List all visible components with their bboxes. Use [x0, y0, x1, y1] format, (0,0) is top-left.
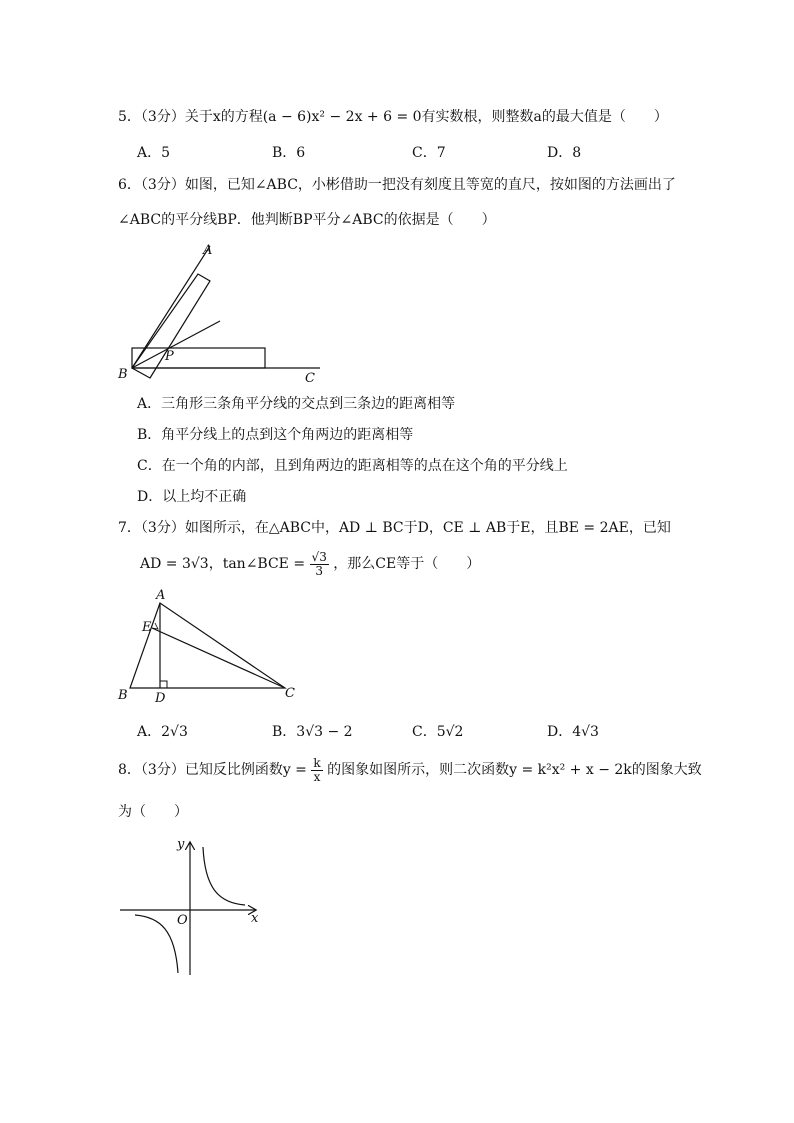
- q7-right-angle-d: [160, 681, 167, 688]
- q5-option-c[interactable]: C．7: [412, 145, 446, 161]
- q5-option-d[interactable]: D．8: [547, 145, 582, 161]
- q7-option-b[interactable]: B．3√3 − 2: [272, 724, 353, 740]
- q7-triangle-abc: [130, 603, 285, 688]
- q6-option-d[interactable]: D．以上均不正确: [137, 489, 247, 505]
- q7-fraction-numerator: √3: [311, 549, 327, 564]
- q8-fraction-numerator: k: [313, 755, 321, 770]
- q8-label-x: x: [251, 911, 259, 926]
- q7-stem-line1: 7．（3分）如图所示，在△ABC中，AD ⊥ BC于D，CE ⊥ AB于E，且BE = 2AE，已知: [118, 520, 671, 536]
- q8-stem-line2: 为（ ）: [118, 804, 188, 820]
- q7-label-e: E: [142, 620, 152, 635]
- q8-stem-tail: 的图象如图所示，则二次函数y = k²x² + x − 2k的图象大致: [327, 762, 702, 778]
- q6-bisector-bp: [132, 321, 220, 368]
- q6-stem-line2: ∠ABC的平分线BP．他判断BP平分∠ABC的依据是（ ）: [118, 212, 496, 228]
- q8-hyperbola-branch-3: [135, 915, 178, 973]
- q7-fraction: [310, 551, 329, 578]
- q6-label-p: P: [165, 349, 174, 364]
- q8-hyperbola-branch-1: [203, 847, 245, 905]
- q6-label-b: B: [118, 367, 128, 382]
- q8-fraction-denominator: x: [313, 769, 321, 784]
- q7-segment-ce: [152, 628, 285, 688]
- q7-given-values: AD = 3√3，tan∠BCE =: [140, 556, 306, 572]
- q6-option-c[interactable]: C．在一个角的内部，且到角两边的距离相等的点在这个角的平分线上: [137, 458, 568, 474]
- q8-label-y: y: [177, 837, 185, 852]
- q7-stem-line2: [140, 549, 480, 579]
- q8-hyperbola-figure: [115, 835, 275, 980]
- q6-label-c: C: [305, 371, 315, 386]
- q8-stem-start: 8．（3分）已知反比例函数y =: [118, 762, 307, 778]
- q8-fraction: [311, 757, 322, 784]
- q7-option-d[interactable]: D．4√3: [547, 724, 599, 740]
- q6-option-a[interactable]: A．三角形三条角平分线的交点到三条边的距离相等: [137, 396, 456, 412]
- q6-option-b[interactable]: B．角平分线上的点到这个角两边的距离相等: [137, 427, 414, 443]
- q7-label-d: D: [155, 691, 166, 706]
- q8-stem-line1: [118, 755, 702, 785]
- q7-question-tail: ，那么CE等于（ ）: [333, 556, 481, 572]
- q7-label-a: A: [156, 588, 166, 603]
- q7-option-a[interactable]: A．2√3: [137, 724, 188, 740]
- q7-label-b: B: [118, 688, 128, 703]
- q7-label-c: C: [285, 686, 295, 701]
- q6-stem-line1: 6．（3分）如图，已知∠ABC，小彬借助一把没有刻度且等宽的直尺，按如图的方法画出了: [118, 177, 676, 193]
- q6-ruler-figure: [110, 238, 340, 388]
- q5-option-a[interactable]: A．5: [137, 145, 171, 161]
- q7-triangle-figure: [110, 583, 310, 708]
- q5-option-b[interactable]: B．6: [272, 145, 306, 161]
- q7-option-c[interactable]: C．5√2: [412, 724, 464, 740]
- q5-stem: 5．（3分）关于x的方程(a − 6)x² − 2x + 6 = 0有实数根，则整数a的最大值是（ ）: [118, 109, 668, 125]
- q8-label-origin: O: [177, 913, 188, 928]
- q6-label-a: A: [203, 243, 213, 258]
- q7-fraction-denominator: 3: [315, 563, 323, 578]
